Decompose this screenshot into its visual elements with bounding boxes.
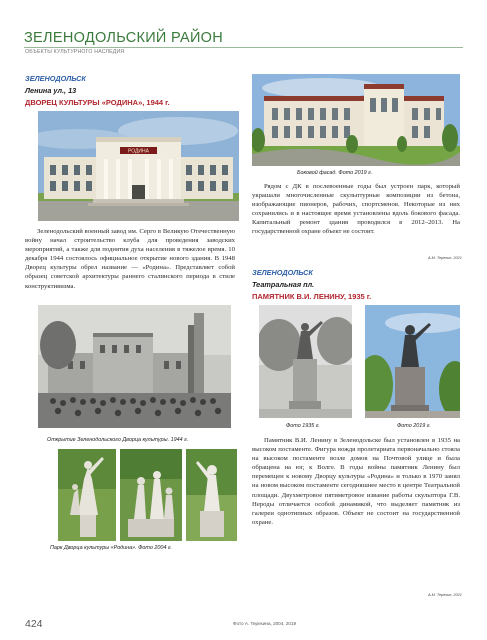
archive-caption: Открытие Зеленодольского Дворца культуры. 1944 г.: [47, 437, 189, 443]
photo-credit: Фото А. Терехина, 2004, 2019: [233, 621, 297, 626]
section-title: ЗЕЛЕНОДОЛЬСКИЙ РАЙОН: [24, 30, 224, 46]
article1-object-title: ДВОРЕЦ КУЛЬТУРЫ «РОДИНА», 1944 г.: [25, 98, 170, 107]
lenin-1935-caption: Фото 1935 г.: [286, 423, 320, 429]
article1-text-left: Зеленодольский военный завод им. Серго в Великую Отечественную войну начал строительство клуба для проведения заводских мероприятий, а также для поднятия духа населения в тяжелое время. 10 декабря 1944 состоялось официальное открытие нового здания. В 1948 Дворец культуры обрел название — «Родина». Представляет собой образец советской архитектуры раннего сталинского периода в стиле конструктивизма.: [25, 228, 235, 290]
header-divider: [24, 47, 463, 48]
article2-address: Театральная пл.: [252, 280, 315, 289]
article1-text-right: Рядом с ДК в послевоенные годы был устроен парк, который украшали многочисленные скульптурные композиции из бетона, изображающие пионеров, рабочих, спортсменов. Некоторые из них сохранились и в настоящее время установлены вдоль бокового фасада. Капитальный ремонт здания проводился в 2012–2013. На государственной охране объект не состоит.: [252, 183, 460, 236]
article1-city: ЗЕЛЕНОДОЛЬСК: [25, 74, 86, 83]
archive-opening-photo: [38, 305, 231, 428]
facade-sign: РОДИНА: [128, 148, 149, 155]
lenin-2019-photo: [365, 305, 460, 418]
park-caption: Парк Дворца культуры «Родина». Фото 2004 г.: [50, 545, 172, 551]
article2-city: ЗЕЛЕНОДОЛЬСК: [252, 268, 313, 277]
page-number: 424: [25, 618, 43, 630]
side-facade-photo: [252, 74, 460, 166]
dk-rodina-facade-photo: [38, 111, 239, 221]
sculpture-athlete-photo: [186, 449, 237, 541]
article1-author: А.М. Терехин, 2021: [428, 256, 462, 260]
sculpture-group-photo: [120, 449, 182, 541]
article2-object-title: ПАМЯТНИК В.И. ЛЕНИНУ, 1935 г.: [252, 292, 372, 301]
section-subtitle: ОБЪЕКТЫ КУЛЬТУРНОГО НАСЛЕДИЯ: [25, 49, 125, 55]
side-facade-caption: Боковой фасад. Фото 2019 г.: [297, 170, 373, 176]
lenin-2019-caption: Фото 2019 г.: [397, 423, 431, 429]
article1-address: Ленина ул., 13: [25, 86, 77, 95]
article2-text: Памятник В.И. Ленину в Зеленодольске был установлен в 1935 на высоком постаменте. Фигура вождя пролетариата первоначально стояла на высоком постаменте возле домов на Почтовой улице и была обращена на юг, к Волге. В годы войны памятник Ленину был перемещен к новому Дворцу культуры «Родина» и только в 1970 занял на новом высоком постаменте сегодняшнее место в центре Театральной площади. Двухметровое пятиметровое извание работы скульптора Г.В. Нероды отличается особой динамикой, что выделяет памятник из галереи однотипных образов. Объект не состоит на государственной охране.: [252, 437, 460, 526]
article2-author: А.М. Терехин, 2021: [428, 593, 462, 597]
sculpture-pioneers-photo: [58, 449, 116, 541]
lenin-1935-photo: [259, 305, 352, 418]
